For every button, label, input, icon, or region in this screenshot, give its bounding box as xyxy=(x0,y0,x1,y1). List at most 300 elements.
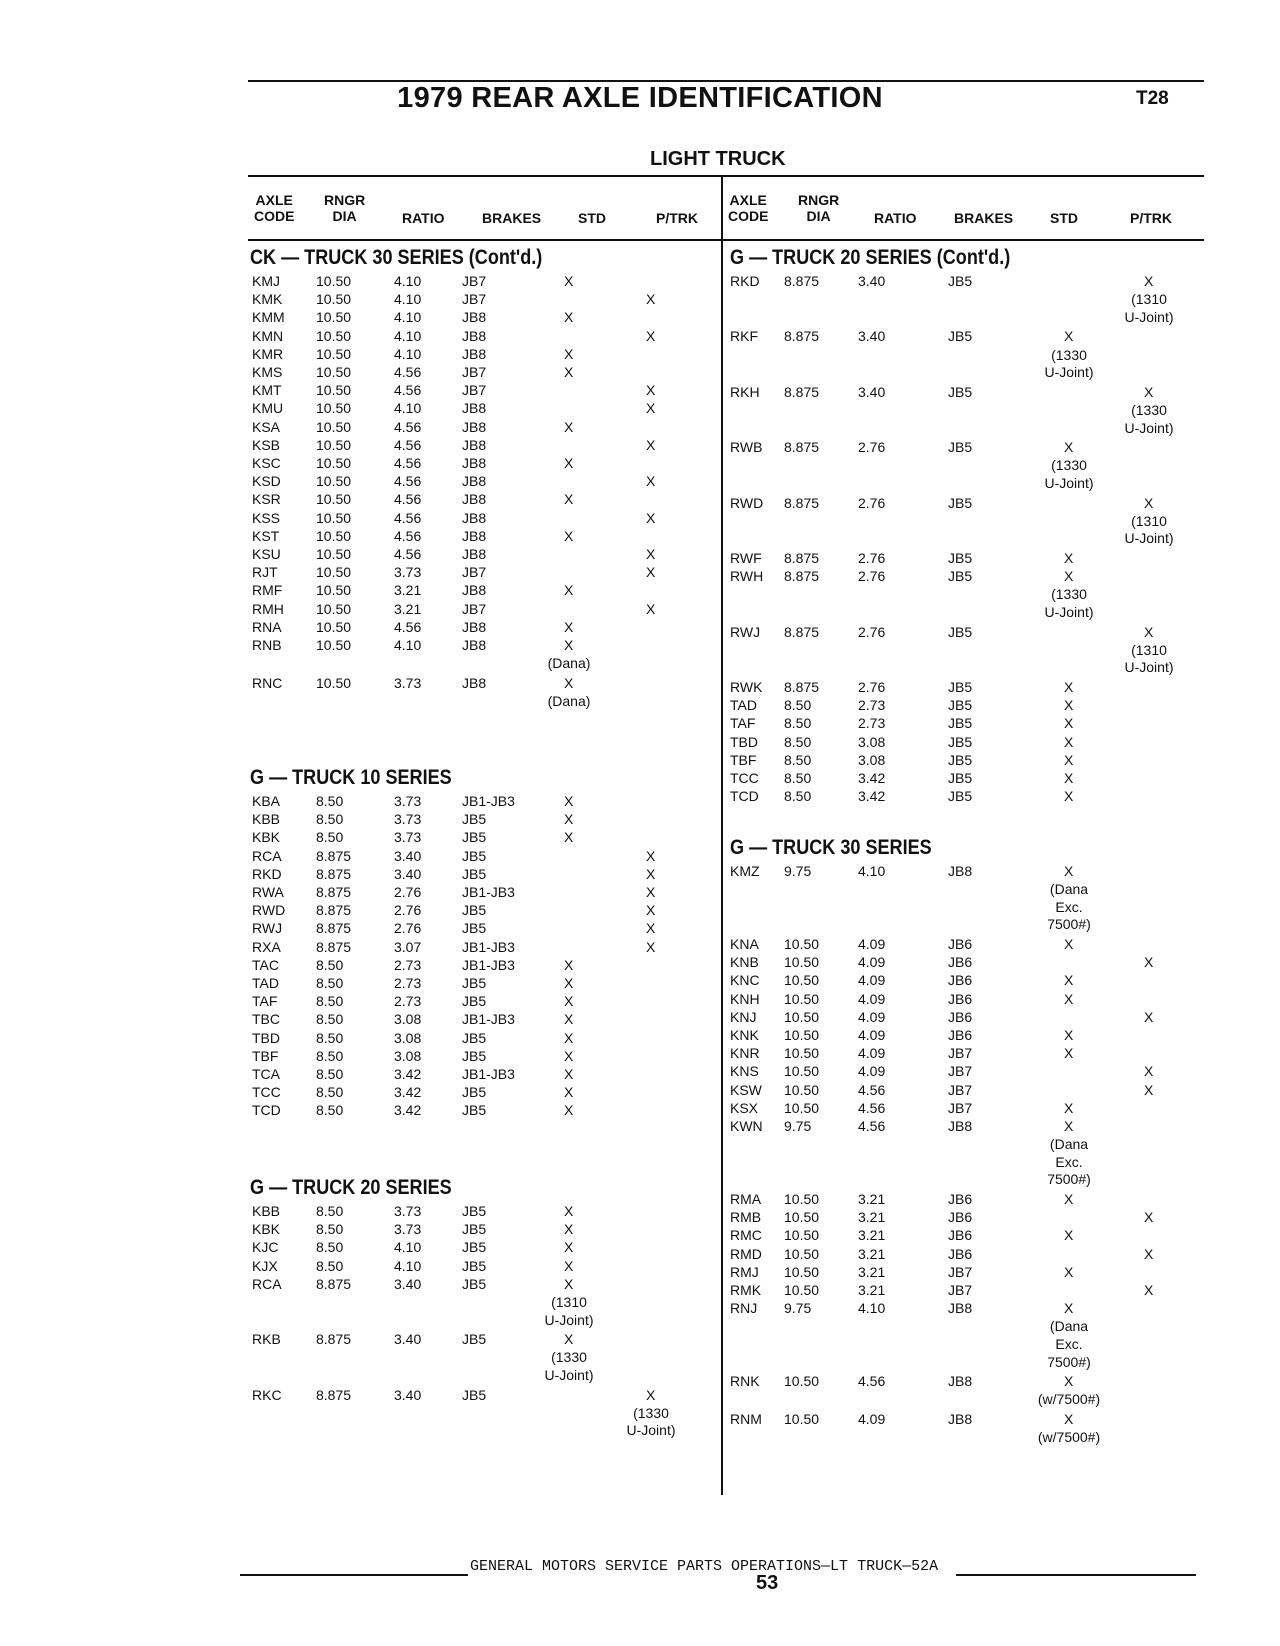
axle-code: RKF xyxy=(730,328,758,345)
ratio: 3.73 xyxy=(394,674,422,691)
brakes: JB6 xyxy=(948,936,973,952)
table-row xyxy=(248,865,718,884)
table-row xyxy=(248,1330,718,1349)
table-row xyxy=(248,1065,718,1084)
axle-code: TCC xyxy=(252,1084,281,1101)
brakes: JB8 xyxy=(462,637,487,653)
table-row xyxy=(248,381,718,400)
axle-code: RWF xyxy=(730,550,762,566)
ratio: 2.76 xyxy=(394,884,422,900)
ring-gear-dia: 8.875 xyxy=(316,1275,352,1292)
axle-code: RNB xyxy=(252,637,282,653)
axle-code: TAF xyxy=(252,993,278,1010)
ring-gear-dia: 10.50 xyxy=(784,936,820,952)
table-row xyxy=(728,1026,1198,1045)
ring-gear-dia: 8.50 xyxy=(316,1203,344,1219)
header-ratio: RATIO xyxy=(874,210,917,226)
axle-code: TBF xyxy=(252,1047,279,1064)
brakes: JB5 xyxy=(462,1386,487,1403)
axle-code: KMU xyxy=(252,400,284,417)
table-row xyxy=(728,494,1198,513)
brakes: JB5 xyxy=(948,568,973,585)
std-mark: X xyxy=(1064,788,1074,805)
axle-code: RNM xyxy=(730,1411,762,1427)
std-mark: X xyxy=(1064,990,1074,1007)
std-mark: X xyxy=(564,1257,574,1274)
axle-code: RMF xyxy=(252,582,283,599)
brakes: JB5 xyxy=(462,975,487,991)
ring-gear-dia: 8.50 xyxy=(316,993,344,1010)
ring-gear-dia: 8.875 xyxy=(316,920,352,937)
axle-code: RWD xyxy=(730,494,764,511)
ptrk-mark: X xyxy=(1144,1063,1154,1080)
ring-gear-dia: 8.875 xyxy=(316,847,352,864)
brakes: JB5 xyxy=(948,383,973,400)
ring-gear-dia: 10.50 xyxy=(316,491,352,508)
table-row xyxy=(248,919,718,938)
axle-note: (w/7500#) xyxy=(1037,1391,1101,1408)
ring-gear-dia: 10.50 xyxy=(784,1411,820,1427)
table-row xyxy=(248,454,718,473)
table-row xyxy=(728,567,1198,586)
header-std: STD xyxy=(578,210,606,226)
brakes: JB5 xyxy=(462,1221,487,1238)
table-row xyxy=(728,769,1198,788)
table-row xyxy=(248,883,718,902)
table-row xyxy=(248,618,718,637)
ring-gear-dia: 10.50 xyxy=(316,345,352,362)
ring-gear-dia: 10.50 xyxy=(784,1008,820,1025)
header-axle-code: AXLE CODE xyxy=(254,192,295,224)
table-row xyxy=(728,1263,1198,1282)
table-row xyxy=(728,935,1198,954)
ratio: 4.09 xyxy=(858,990,886,1007)
table-row xyxy=(728,714,1198,733)
ratio: 3.08 xyxy=(858,733,886,750)
brakes: JB8 xyxy=(462,473,487,490)
ptrk-mark: X xyxy=(1144,623,1154,640)
ring-gear-dia: 10.50 xyxy=(316,309,352,326)
table-row xyxy=(728,549,1198,568)
ptrk-mark: X xyxy=(646,847,656,864)
ratio: 3.40 xyxy=(858,328,886,345)
table-row xyxy=(248,992,718,1011)
ring-gear-dia: 8.50 xyxy=(784,715,812,732)
brakes: JB7 xyxy=(948,1282,973,1298)
std-mark: X xyxy=(564,309,574,326)
ratio: 2.76 xyxy=(858,494,886,511)
brakes: JB8 xyxy=(462,309,487,326)
ring-gear-dia: 10.50 xyxy=(316,618,352,635)
ptrk-mark: X xyxy=(646,902,656,919)
ring-gear-dia: 8.875 xyxy=(316,865,352,882)
ratio: 4.10 xyxy=(394,291,422,308)
ring-gear-dia: 10.50 xyxy=(316,400,352,417)
brakes: JB8 xyxy=(462,546,487,562)
table-row xyxy=(248,308,718,327)
axle-code: KMT xyxy=(252,382,282,399)
ratio: 4.10 xyxy=(394,327,422,344)
std-mark: X xyxy=(1064,972,1074,989)
axle-code: TAC xyxy=(252,956,279,973)
ring-gear-dia: 8.50 xyxy=(316,1029,344,1046)
brakes: JB5 xyxy=(462,1257,487,1274)
std-mark: X xyxy=(564,1221,574,1238)
table-row xyxy=(248,1275,718,1294)
std-mark: X xyxy=(1064,751,1074,768)
ring-gear-dia: 10.50 xyxy=(316,327,352,344)
axle-code: RWJ xyxy=(730,623,761,640)
table-row xyxy=(248,509,718,528)
axle-code: RMB xyxy=(730,1209,762,1226)
ptrk-mark: X xyxy=(1144,1282,1154,1298)
brakes: JB5 xyxy=(948,328,973,345)
table-row xyxy=(248,1029,718,1048)
ring-gear-dia: 10.50 xyxy=(316,600,352,617)
std-mark: X xyxy=(564,618,574,635)
section-title: CK — TRUCK 30 SERIES (Cont'd.) xyxy=(250,246,543,269)
ratio: 2.73 xyxy=(858,715,886,732)
header-ptrk: P/TRK xyxy=(656,210,698,226)
brakes: JB1-JB3 xyxy=(462,793,515,809)
ptrk-mark: X xyxy=(646,382,656,399)
axle-code: KSX xyxy=(730,1099,759,1116)
table-row xyxy=(248,345,718,364)
ring-gear-dia: 8.50 xyxy=(316,1221,344,1238)
brakes: JB5 xyxy=(462,1203,487,1219)
table-row xyxy=(728,678,1198,697)
axle-code: RWK xyxy=(730,679,763,695)
ring-gear-dia: 8.50 xyxy=(316,1066,344,1082)
axle-note: U-Joint) xyxy=(1124,308,1174,325)
ratio: 4.10 xyxy=(394,637,422,653)
ptrk-mark: X xyxy=(1144,494,1154,511)
ratio: 4.09 xyxy=(858,1063,886,1080)
axle-code: RNA xyxy=(252,618,282,635)
table-row xyxy=(728,1299,1198,1318)
axle-code: RMH xyxy=(252,600,284,617)
brakes: JB5 xyxy=(948,751,973,768)
ring-gear-dia: 8.50 xyxy=(784,697,812,714)
table-row xyxy=(248,828,718,847)
header-rngr-dia: RNGR DIA xyxy=(798,192,840,224)
axle-code: TCD xyxy=(730,788,759,805)
std-mark: X xyxy=(564,1029,574,1046)
ptrk-mark: X xyxy=(646,400,656,417)
brakes: JB5 xyxy=(948,273,973,289)
ptrk-mark: X xyxy=(646,884,656,900)
table-row xyxy=(248,272,718,291)
section-title: G — TRUCK 20 SERIES (Cont'd.) xyxy=(730,246,1011,269)
ring-gear-dia: 8.50 xyxy=(316,1011,344,1028)
brakes: JB5 xyxy=(462,1102,487,1119)
ring-gear-dia: 9.75 xyxy=(784,863,812,879)
ratio: 3.21 xyxy=(394,600,422,617)
axle-code: RNC xyxy=(252,674,283,691)
ring-gear-dia: 8.50 xyxy=(316,975,344,991)
section-title: G — TRUCK 10 SERIES xyxy=(250,766,452,789)
ratio: 4.56 xyxy=(394,382,422,399)
ratio: 4.10 xyxy=(858,863,886,879)
table-row xyxy=(248,792,718,811)
axle-code: KSA xyxy=(252,418,281,435)
std-mark: X xyxy=(564,1084,574,1101)
ratio: 4.09 xyxy=(858,1008,886,1025)
ring-gear-dia: 10.50 xyxy=(316,674,352,691)
table-row xyxy=(728,272,1198,291)
ratio: 3.40 xyxy=(858,383,886,400)
ratio: 4.56 xyxy=(394,509,422,526)
axle-code: RKD xyxy=(252,865,282,882)
std-mark: X xyxy=(1064,1300,1074,1317)
ratio: 2.73 xyxy=(394,956,422,973)
ratio: 4.56 xyxy=(394,473,422,490)
ratio: 4.10 xyxy=(394,1239,422,1256)
ring-gear-dia: 8.50 xyxy=(316,1047,344,1064)
ratio: 2.76 xyxy=(858,568,886,585)
axle-code: RKB xyxy=(252,1331,281,1348)
axle-code: KNH xyxy=(730,990,760,1007)
axle-code: KWN xyxy=(730,1118,763,1134)
axle-note: (1330 xyxy=(551,1349,587,1366)
brakes: JB1-JB3 xyxy=(462,884,515,900)
std-mark: X xyxy=(564,811,574,828)
axle-note: U-Joint) xyxy=(1124,419,1174,436)
brakes: JB5 xyxy=(462,1084,487,1101)
std-mark: X xyxy=(564,1066,574,1082)
std-mark: X xyxy=(1064,1373,1074,1390)
axle-code: KSW xyxy=(730,1081,762,1098)
brakes: JB5 xyxy=(462,1331,487,1348)
std-mark: X xyxy=(1064,1099,1074,1116)
brakes: JB5 xyxy=(462,829,487,846)
brakes: JB5 xyxy=(948,697,973,714)
ring-gear-dia: 8.875 xyxy=(784,439,820,456)
ring-gear-dia: 10.50 xyxy=(316,273,352,289)
ratio: 4.56 xyxy=(858,1081,886,1098)
ratio: 2.73 xyxy=(394,975,422,991)
ratio: 3.08 xyxy=(394,1029,422,1046)
ratio: 3.21 xyxy=(858,1263,886,1280)
ratio: 3.08 xyxy=(394,1047,422,1064)
brakes: JB8 xyxy=(462,400,487,417)
table-row xyxy=(728,1190,1198,1209)
brakes: JB1-JB3 xyxy=(462,956,515,973)
table-row xyxy=(248,938,718,957)
ring-gear-dia: 8.875 xyxy=(784,550,820,566)
ratio: 4.56 xyxy=(394,546,422,562)
ratio: 3.21 xyxy=(858,1227,886,1244)
axle-code: KSB xyxy=(252,436,281,453)
table-row xyxy=(728,1081,1198,1100)
ratio: 2.76 xyxy=(394,902,422,919)
std-mark: X xyxy=(564,455,574,471)
ring-gear-dia: 10.50 xyxy=(316,637,352,653)
std-mark: X xyxy=(1064,770,1074,786)
footer-rule-right xyxy=(956,1574,1196,1576)
header-brakes: BRAKES xyxy=(482,210,542,226)
page-number: 53 xyxy=(756,1572,779,1594)
ring-gear-dia: 10.50 xyxy=(316,527,352,544)
table-row xyxy=(248,636,718,655)
ratio: 3.21 xyxy=(858,1209,886,1226)
std-mark: X xyxy=(1064,679,1074,695)
ptrk-mark: X xyxy=(1144,1245,1154,1262)
table-row xyxy=(248,436,718,455)
ratio: 4.10 xyxy=(394,1257,422,1274)
ring-gear-dia: 8.50 xyxy=(316,811,344,828)
ring-gear-dia: 10.50 xyxy=(784,1227,820,1244)
ptrk-mark: X xyxy=(646,509,656,526)
ratio: 3.21 xyxy=(858,1245,886,1262)
std-mark: X xyxy=(1064,1411,1074,1427)
page-code: T28 xyxy=(1136,88,1169,109)
ratio: 4.56 xyxy=(394,364,422,380)
axle-code: RMJ xyxy=(730,1263,759,1280)
ptrk-mark: X xyxy=(646,546,656,562)
brakes: JB8 xyxy=(462,345,487,362)
brakes: JB5 xyxy=(948,623,973,640)
std-mark: X xyxy=(564,993,574,1010)
ptrk-mark: X xyxy=(1144,273,1154,289)
axle-code: KJC xyxy=(252,1239,279,1256)
brakes: JB8 xyxy=(948,1300,973,1317)
std-mark: X xyxy=(1064,1027,1074,1043)
header-top-rule xyxy=(248,175,1204,177)
brakes: JB5 xyxy=(948,679,973,695)
ratio: 4.09 xyxy=(858,954,886,971)
axle-note: (w/7500#) xyxy=(1037,1429,1101,1446)
std-mark: X xyxy=(564,491,574,508)
std-mark: X xyxy=(564,793,574,809)
ptrk-mark: X xyxy=(646,473,656,490)
axle-code: RWJ xyxy=(252,920,283,937)
ratio: 3.21 xyxy=(858,1282,886,1298)
axle-code: KSR xyxy=(252,491,281,508)
axle-code: TBC xyxy=(252,1011,280,1028)
axle-code: KMN xyxy=(252,327,284,344)
brakes: JB7 xyxy=(462,364,487,380)
header-axle-code: AXLE CODE xyxy=(728,192,769,224)
table-row xyxy=(248,810,718,829)
ring-gear-dia: 8.50 xyxy=(316,1239,344,1256)
brakes: JB5 xyxy=(462,902,487,919)
std-mark: X xyxy=(1064,733,1074,750)
axle-code: KNA xyxy=(730,936,759,952)
header-ptrk: P/TRK xyxy=(1130,210,1172,226)
std-mark: X xyxy=(1064,1118,1074,1134)
axle-code: RWH xyxy=(730,568,764,585)
ptrk-mark: X xyxy=(646,291,656,308)
table-row xyxy=(248,327,718,346)
ring-gear-dia: 8.875 xyxy=(316,884,352,900)
brakes: JB7 xyxy=(948,1099,973,1116)
axle-note: (1330 xyxy=(633,1404,669,1421)
std-mark: X xyxy=(564,1331,574,1348)
brakes: JB5 xyxy=(462,865,487,882)
brakes: JB6 xyxy=(948,1209,973,1226)
axle-note: (Dana xyxy=(1049,1318,1089,1335)
table-row xyxy=(728,696,1198,715)
ring-gear-dia: 8.50 xyxy=(316,956,344,973)
brakes: JB6 xyxy=(948,990,973,1007)
page-subtitle: LIGHT TRUCK xyxy=(650,148,786,170)
brakes: JB8 xyxy=(462,418,487,435)
axle-code: KMM xyxy=(252,309,285,326)
ratio: 4.09 xyxy=(858,1411,886,1427)
axle-code: RCA xyxy=(252,1275,282,1292)
std-mark: X xyxy=(1064,328,1074,345)
std-mark: X xyxy=(1064,439,1074,456)
axle-code: KNK xyxy=(730,1027,759,1043)
ring-gear-dia: 10.50 xyxy=(784,1263,820,1280)
brakes: JB8 xyxy=(948,863,973,879)
table-row xyxy=(728,1410,1198,1429)
ratio: 4.56 xyxy=(394,491,422,508)
brakes: JB6 xyxy=(948,954,973,971)
axle-code: KST xyxy=(252,527,280,544)
std-mark: X xyxy=(564,956,574,973)
ratio: 3.40 xyxy=(858,273,886,289)
brakes: JB7 xyxy=(462,382,487,399)
table-row xyxy=(248,472,718,491)
axle-code: RCA xyxy=(252,847,282,864)
table-row xyxy=(248,1220,718,1239)
axle-code: KSD xyxy=(252,473,281,490)
std-mark: X xyxy=(564,364,574,380)
table-row xyxy=(248,1202,718,1221)
table-row xyxy=(728,751,1198,770)
ratio: 4.09 xyxy=(858,1027,886,1043)
ring-gear-dia: 8.50 xyxy=(784,733,812,750)
std-mark: X xyxy=(564,674,574,691)
page-title: 1979 REAR AXLE IDENTIFICATION xyxy=(397,82,883,114)
ring-gear-dia: 10.50 xyxy=(316,455,352,471)
ratio: 3.73 xyxy=(394,1203,422,1219)
axle-note: U-Joint) xyxy=(1044,604,1094,620)
ratio: 3.42 xyxy=(394,1084,422,1101)
ratio: 3.40 xyxy=(394,865,422,882)
ratio: 3.73 xyxy=(394,811,422,828)
table-row xyxy=(248,674,718,693)
ring-gear-dia: 10.50 xyxy=(316,564,352,581)
axle-code: TCA xyxy=(252,1066,280,1082)
ratio: 3.40 xyxy=(394,1331,422,1348)
table-row xyxy=(728,327,1198,346)
axle-note: U-Joint) xyxy=(1044,364,1094,381)
table-row xyxy=(248,1238,718,1257)
std-mark: X xyxy=(1064,1227,1074,1244)
table-row xyxy=(728,1372,1198,1391)
ratio: 2.76 xyxy=(858,623,886,640)
axle-code: TAF xyxy=(730,715,756,732)
brakes: JB5 xyxy=(948,733,973,750)
ring-gear-dia: 9.75 xyxy=(784,1118,812,1134)
axle-note: U-Joint) xyxy=(544,1311,594,1328)
axle-code: KBB xyxy=(252,1203,281,1219)
ptrk-mark: X xyxy=(646,564,656,581)
axle-code: KNR xyxy=(730,1045,760,1062)
ring-gear-dia: 8.875 xyxy=(784,383,820,400)
std-mark: X xyxy=(564,1047,574,1064)
table-row xyxy=(248,399,718,418)
ring-gear-dia: 10.50 xyxy=(784,1191,820,1207)
table-row xyxy=(248,418,718,437)
axle-code: RKC xyxy=(252,1386,282,1403)
table-row xyxy=(728,383,1198,402)
table-row xyxy=(248,600,718,619)
axle-code: KSS xyxy=(252,509,281,526)
